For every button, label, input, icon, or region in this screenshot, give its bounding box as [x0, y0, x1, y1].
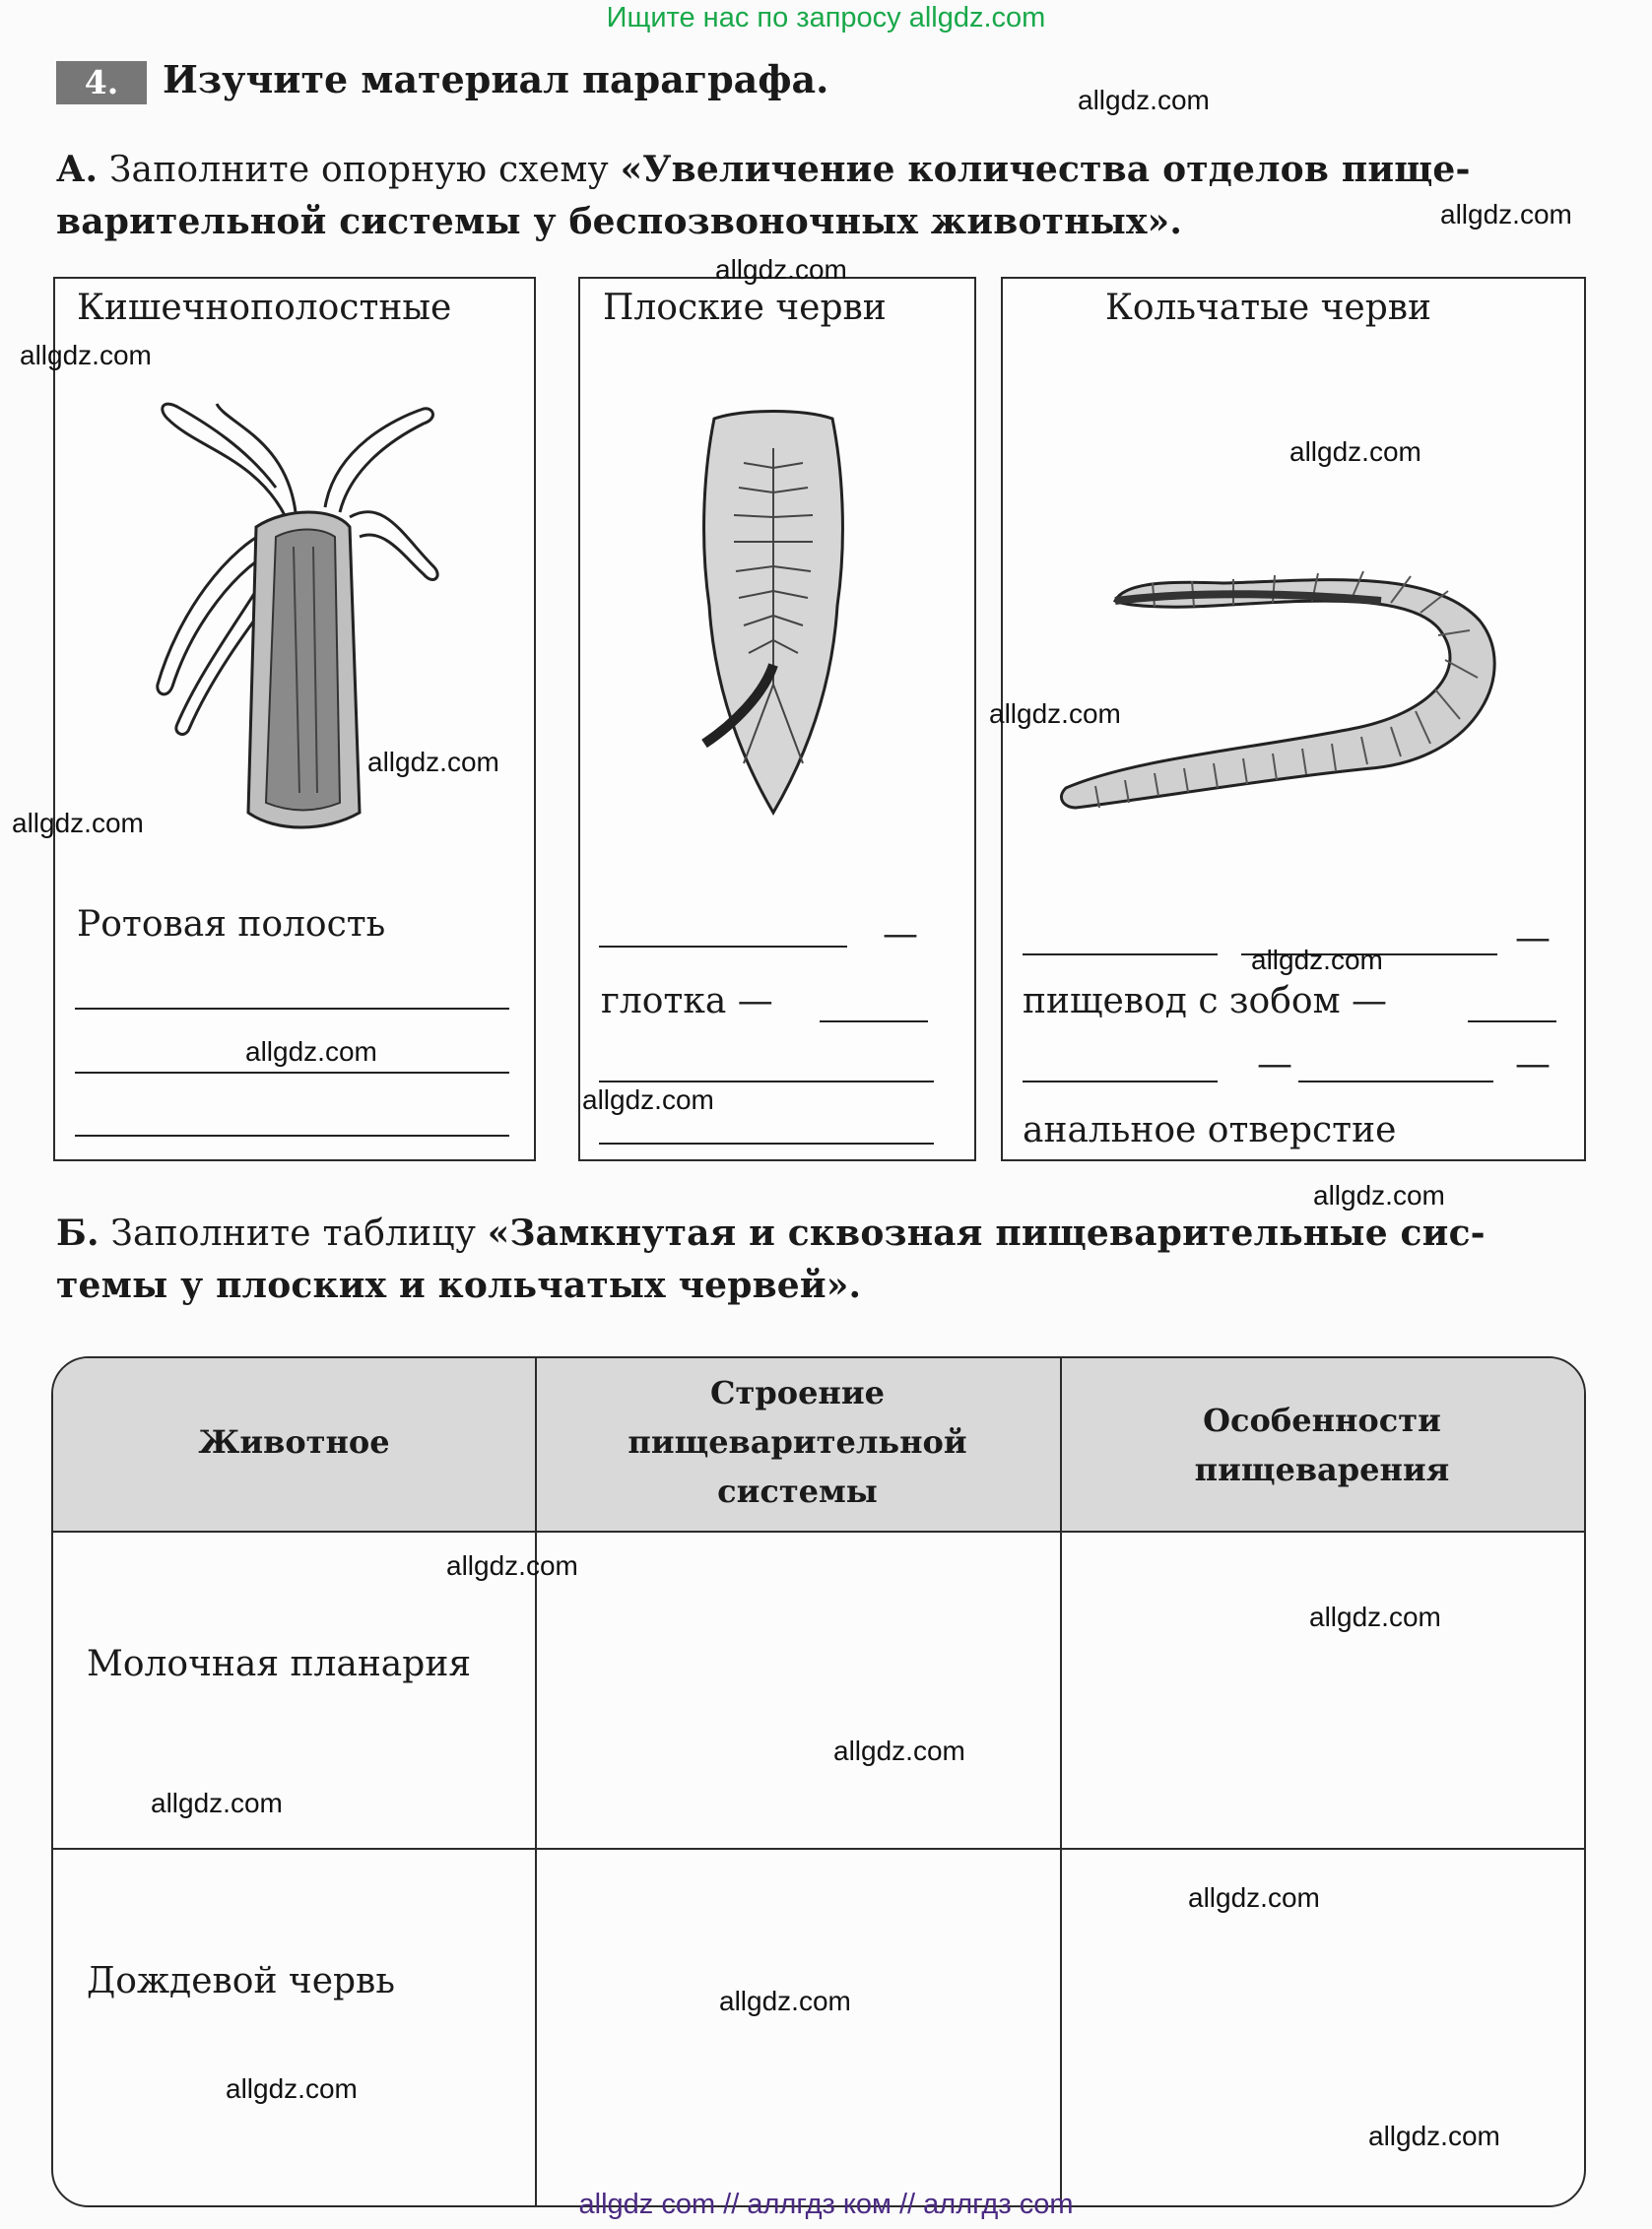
top-banner[interactable]: Ищите нас по запросу allgdz.com: [606, 2, 1046, 33]
label-anus: анальное отверстие: [1023, 1110, 1397, 1150]
header-structure-line: Строение: [710, 1374, 885, 1411]
watermark: allgdz.com: [1188, 1882, 1320, 1913]
dash: —: [1515, 1044, 1551, 1084]
blank-line[interactable]: [75, 1072, 509, 1074]
planaria-illustration: [675, 409, 872, 822]
table-row-earthworm: Дождевой червь: [87, 1961, 395, 2001]
blank-line[interactable]: [1023, 953, 1218, 955]
header-structure-line: системы: [717, 1473, 878, 1510]
part-a-instruction: [56, 144, 1593, 248]
dash: —: [883, 914, 918, 954]
part-b-table-title-1: «Замкнутая и сквозная пищеварительные сис-: [487, 1213, 1486, 1254]
watermark: allgdz.com: [226, 2073, 358, 2104]
part-a-letter: А.: [56, 149, 99, 190]
cell-earthworm-features[interactable]: [1062, 1850, 1584, 2205]
part-b-lead: Заполните таблицу: [110, 1213, 477, 1254]
watermark: allgdz.com: [833, 1736, 965, 1766]
label-mouth-cavity: Ротовая полость: [77, 904, 386, 945]
watermark: allgdz.com: [446, 1550, 578, 1581]
part-a-scheme-title-1: «Увеличение количества отделов пище-: [620, 149, 1471, 190]
label-esophagus-crop: пищевод с зобом —: [1023, 981, 1388, 1021]
part-b-letter: Б.: [56, 1213, 99, 1254]
watermark: allgdz.com: [1313, 1180, 1445, 1211]
header-features-line: Особенности: [1203, 1402, 1441, 1439]
watermark: allgdz.com: [582, 1084, 714, 1115]
header-features: [1060, 1396, 1584, 1494]
header-animal: Животное: [198, 1423, 390, 1461]
bottom-banner[interactable]: allgdz com // аллгдз ком // аллгдз com: [578, 2189, 1074, 2220]
task-title: Изучите материал параграфа.: [163, 57, 829, 101]
part-b-table-title-2: темы у плоских и кольчатых червей».: [56, 1265, 862, 1306]
header-structure-line: пищеварительной: [628, 1423, 967, 1461]
blank-line[interactable]: [1023, 1081, 1218, 1082]
part-a-lead: Заполните опорную схему: [108, 150, 609, 190]
blank-line[interactable]: [1298, 1081, 1493, 1082]
task-number: 4.: [56, 61, 147, 104]
watermark: allgdz.com: [715, 254, 847, 285]
earthworm-illustration: [1056, 561, 1529, 818]
watermark: allgdz.com: [20, 340, 152, 370]
watermark: allgdz.com: [151, 1788, 283, 1818]
blank-line[interactable]: [1468, 1020, 1556, 1022]
cell-planaria-features[interactable]: [1062, 1533, 1584, 1848]
watermark: allgdz.com: [719, 1986, 851, 2016]
watermark: allgdz.com: [1251, 945, 1383, 975]
part-a-scheme-title-2: варительной системы у беспозвоночных животных».: [56, 201, 1183, 242]
panel-coelenterates-title: Кишечнополостные: [77, 288, 452, 328]
blank-line[interactable]: [820, 1020, 928, 1022]
header-features-line: пищеварения: [1194, 1451, 1450, 1488]
table-row-planaria: Молочная планария: [87, 1644, 472, 1684]
blank-line[interactable]: [599, 1143, 934, 1145]
watermark: allgdz.com: [1289, 436, 1421, 467]
watermark: allgdz.com: [367, 747, 499, 777]
part-b-instruction: [56, 1208, 1593, 1312]
header-structure: [535, 1368, 1060, 1516]
dash: —: [1257, 1044, 1292, 1084]
blank-line[interactable]: [75, 1135, 509, 1137]
blank-line[interactable]: [599, 946, 847, 948]
watermark: allgdz.com: [989, 698, 1121, 729]
blank-line[interactable]: [599, 1081, 934, 1082]
cell-earthworm-structure[interactable]: [537, 1850, 1060, 2205]
cell-planaria-structure[interactable]: [537, 1533, 1060, 1848]
dash: —: [1515, 918, 1551, 958]
watermark: allgdz.com: [1368, 2121, 1500, 2151]
watermark: allgdz.com: [245, 1036, 377, 1067]
panel-annelids-title: Кольчатые черви: [1105, 288, 1431, 328]
watermark: allgdz.com: [12, 808, 144, 838]
watermark: allgdz.com: [1440, 199, 1572, 229]
panel-flatworms-title: Плоские черви: [603, 288, 887, 328]
watermark: allgdz.com: [1078, 85, 1210, 115]
blank-line[interactable]: [75, 1008, 509, 1010]
label-pharynx: глотка —: [601, 981, 773, 1021]
watermark: allgdz.com: [1309, 1602, 1441, 1632]
